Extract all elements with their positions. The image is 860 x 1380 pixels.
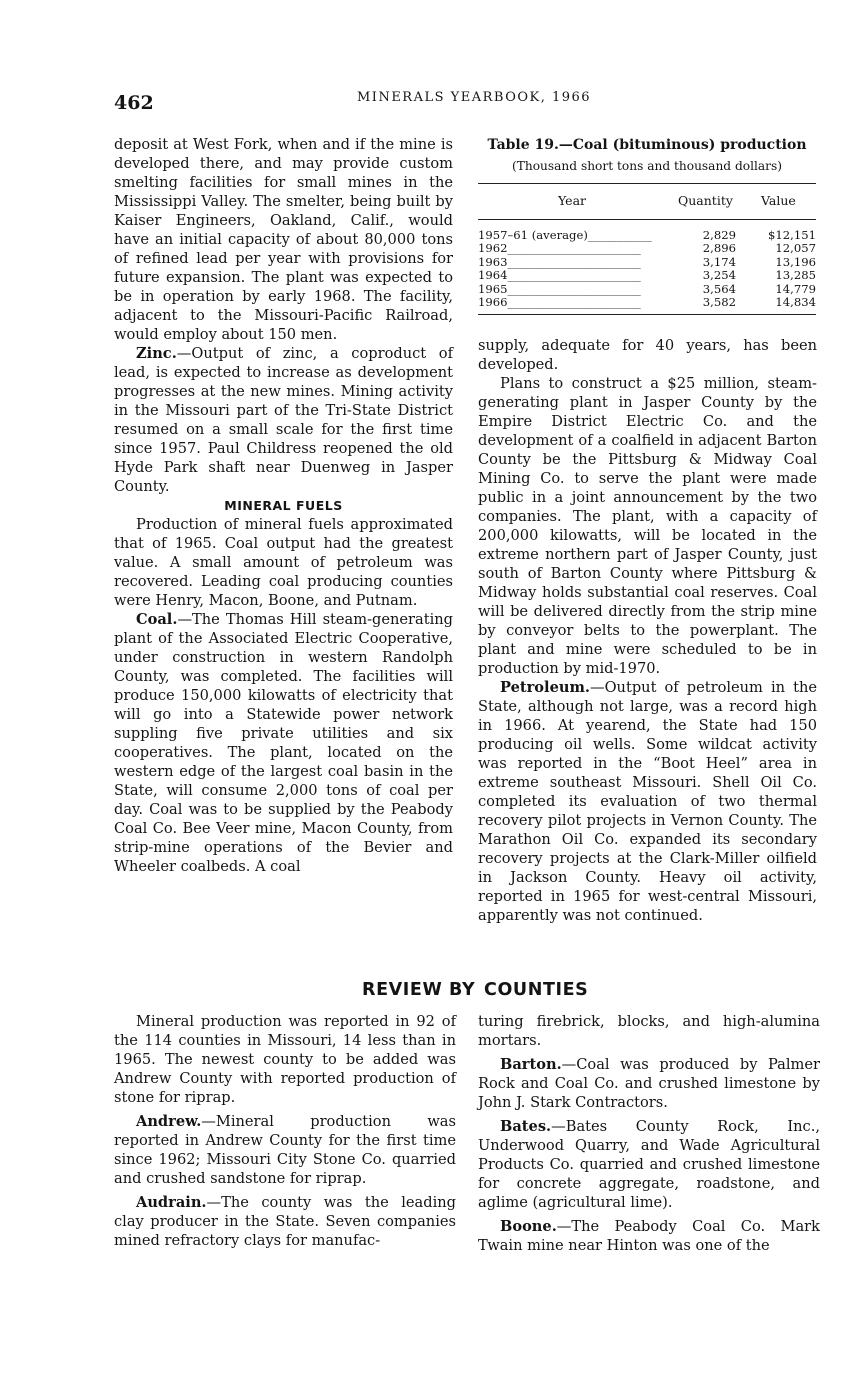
table-cell-value: 14,834 bbox=[775, 294, 816, 309]
table-cell-value: 14,779 bbox=[775, 281, 816, 296]
paragraph-steam-plant: Plans to construct a $25 million, steam-generating plant in Jasper County by the Empire District Electric Co. and the development of a coalfield in adjacent Barton County be the Pittsburg & Midway Coal Mining Co. to serve the plant were made public in a joint announcement by the two companies. The plant, with a capacity of 200,000 kilowatts, will be located in the extreme northern part of Jasper County, just south of Barton County where Pittsburg & Midway holds substantial coal reserves. Coal will be delivered directly from the strip mine by conveyor belts to the powerplant. The plant and mine were scheduled to be in production by mid-1970. bbox=[478, 375, 817, 677]
paragraph-barton bbox=[478, 1055, 820, 1112]
andrew-lead: Andrew. bbox=[136, 1113, 202, 1130]
table-cell-year: 1963_______________________ bbox=[478, 254, 641, 269]
zinc-text: —Output of zinc, a coproduct of lead, is expected to increase as development progresses at the new mines. Mining activity in the Missouri part of the Tri-State District resumed on a small scale for the first time since 1957. Paul Childress reopened the old Hyde Park shaft near Duenweg in Jasper County. bbox=[114, 345, 453, 495]
table-title: Table 19.—Coal (bituminous) production bbox=[487, 137, 807, 153]
table-cell-quantity: 2,896 bbox=[702, 241, 736, 256]
audrain-text: —The county was the leading clay producer in the State. Seven companies mined refractory clays for manufac- bbox=[114, 1194, 456, 1249]
table-cell-year: 1957–61 (average)___________ bbox=[478, 228, 652, 242]
table-row bbox=[478, 256, 816, 269]
paragraph-audrain-cont: turing firebrick, blocks, and high-alumina mortars. bbox=[478, 1013, 820, 1049]
review-left-column bbox=[114, 1012, 456, 1250]
table-subtitle: (Thousand short tons and thousand dollars) bbox=[511, 159, 783, 173]
review-heading-right: COUNTIES bbox=[484, 980, 589, 1000]
table-cell-value: 13,285 bbox=[775, 268, 816, 283]
table-cell-quantity: 3,582 bbox=[702, 294, 736, 309]
mineral-fuels-heading: MINERAL FUELS bbox=[224, 498, 343, 513]
petroleum-text: —Output of petroleum in the State, although not large, was a record high in 1966. At yearend, the State had 150 producing oil wells. Some wildcat activity was reported in the “Boot Heel” area in extreme southeast Missouri. Shell Oil Co. completed its evaluation of two thermal recovery pilot projects in Vernon County. The Marathon Oil Co. expanded its secondary recovery projects at the Clark-Miller oilfield in Jackson County. Heavy oil activity, reported in 1965 for west-central Missouri, apparently was not continued. bbox=[478, 679, 817, 924]
table-row bbox=[478, 229, 816, 242]
table-cell-value: $12,151 bbox=[768, 228, 816, 242]
left-column bbox=[114, 135, 453, 876]
zinc-lead: Zinc. bbox=[136, 345, 177, 362]
audrain-lead: Audrain. bbox=[136, 1194, 207, 1211]
table-cell-year: 1964_______________________ bbox=[478, 268, 641, 283]
paragraph-review-intro: Mineral production was reported in 92 of the 114 counties in Missouri, 14 less than in 1965. The newest county to be added was Andrew County with reported production of stone for riprap. bbox=[114, 1013, 456, 1106]
paragraph-audrain bbox=[114, 1193, 456, 1250]
paragraph-coal bbox=[114, 610, 453, 876]
table-bottom-rule bbox=[478, 314, 816, 315]
table-cell-value: 12,057 bbox=[775, 241, 816, 256]
barton-text: —Coal was produced by Palmer Rock and Coal Co. and crushed limestone by John J. Stark Contractors. bbox=[478, 1056, 820, 1111]
boone-text: —The Peabody Coal Co. Mark Twain mine near Hinton was one of the bbox=[478, 1218, 820, 1254]
paragraph-bates bbox=[478, 1117, 820, 1212]
table-cell-quantity: 3,564 bbox=[702, 281, 736, 296]
table-row bbox=[478, 283, 816, 296]
table-top-rule bbox=[478, 183, 816, 184]
page-number: 462 bbox=[114, 92, 154, 114]
table-cell-quantity: 3,254 bbox=[702, 268, 736, 283]
table-row bbox=[478, 269, 816, 282]
table-cell-year: 1965_______________________ bbox=[478, 281, 641, 296]
table-cell-quantity: 3,174 bbox=[702, 254, 736, 269]
review-heading-left: REVIEW BY bbox=[362, 980, 476, 1000]
paragraph-west-fork: deposit at West Fork, when and if the mine is developed there, and may provide custom smelting facilities for small mines in the Mississippi Valley. The smelter, being built by Kaiser Engineers, Oakland, Calif., would have an initial capacity of about 80,000 tons of refined lead per year with provisions for future expansion. The plant was expected to be in operation by early 1968. The facility, adjacent to the Missouri-Pacific Railroad, would employ about 150 men. bbox=[114, 136, 453, 343]
paragraph-coal-supply: supply, adequate for 40 years, has been developed. bbox=[478, 337, 817, 373]
paragraph-zinc bbox=[114, 344, 453, 496]
table-body bbox=[478, 229, 816, 309]
table-cell-value: 13,196 bbox=[775, 254, 816, 269]
review-right-column bbox=[478, 1012, 820, 1255]
paragraph-boone bbox=[478, 1217, 820, 1255]
coal-text: —The Thomas Hill steam-generating plant of the Associated Electric Cooperative, under construction in western Randolph County, was completed. The facilities will produce 150,000 kilowatts of electricity that will go into a Statewide power network suppling five private utilities and six cooperatives. The plant, located on the western edge of the largest coal basin in the State, will consume 2,000 tons of coal per day. Coal was to be supplied by the Peabody Coal Co. Bee Veer mine, Macon County, from strip-mine operations of the Bevier and Wheeler coalbeds. A coal bbox=[114, 611, 453, 875]
running-head: MINERALS YEARBOOK, 1966 bbox=[357, 90, 592, 105]
table-header-value: Value bbox=[761, 193, 796, 208]
barton-lead: Barton. bbox=[500, 1056, 562, 1073]
table-header-year: Year bbox=[558, 193, 586, 208]
bates-text: —Bates County Rock, Inc., Underwood Quarry, and Wade Agricultural Products Co. quarried and crushed limestone for concrete aggregate, roadstone, and aglime (agricultural lime). bbox=[478, 1118, 820, 1211]
table-cell-year: 1966_______________________ bbox=[478, 294, 641, 309]
coal-lead: Coal. bbox=[136, 611, 178, 628]
table-cell-quantity: 2,829 bbox=[702, 228, 736, 242]
table-row bbox=[478, 242, 816, 255]
bates-lead: Bates. bbox=[500, 1118, 552, 1135]
paragraph-andrew bbox=[114, 1112, 456, 1188]
right-column bbox=[478, 336, 817, 925]
andrew-text: —Mineral production was reported in Andrew County for the first time since 1962; Missouri City Stone Co. quarried and crushed sandstone for riprap. bbox=[114, 1113, 456, 1187]
boone-lead: Boone. bbox=[500, 1218, 557, 1235]
paragraph-petroleum bbox=[478, 678, 817, 925]
table-header-quantity: Quantity bbox=[678, 193, 733, 208]
table-header-rule bbox=[478, 219, 816, 220]
table-cell-year: 1962_______________________ bbox=[478, 241, 641, 256]
petroleum-lead: Petroleum. bbox=[500, 679, 590, 696]
table-row bbox=[478, 296, 816, 309]
paragraph-mineral-fuels: Production of mineral fuels approximated that of 1965. Coal output had the greatest value. A small amount of petroleum was recovered. Leading coal producing counties were Henry, Macon, Boone, and Putnam. bbox=[114, 516, 453, 609]
